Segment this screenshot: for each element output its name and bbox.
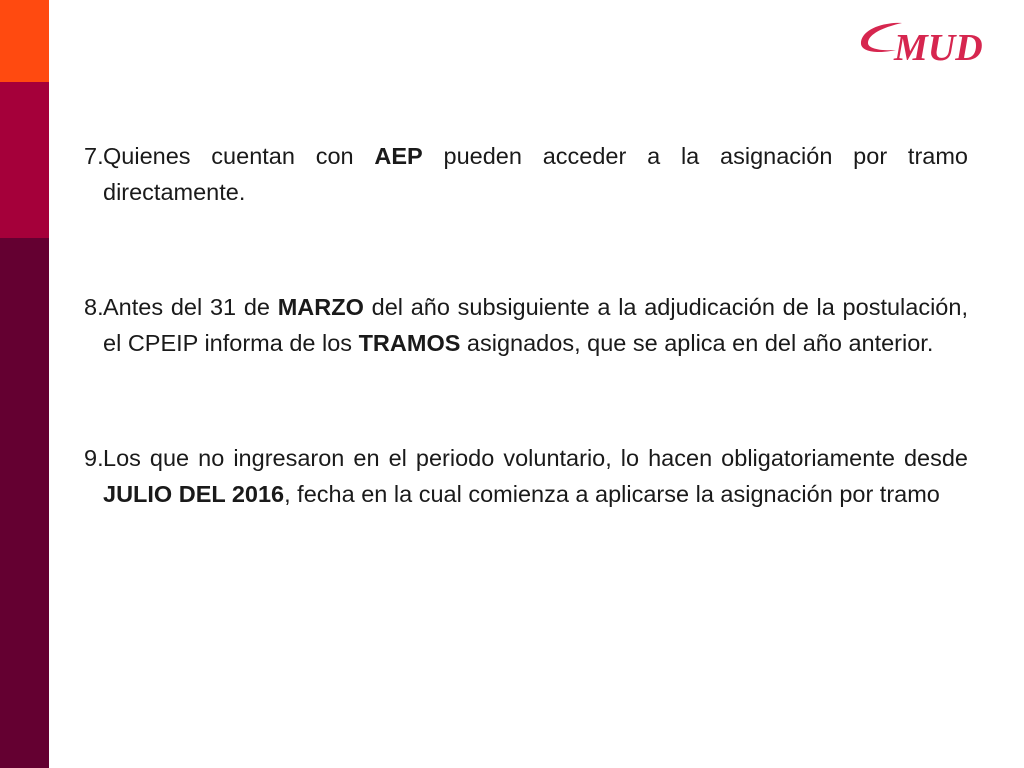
list-item-8 bbox=[84, 289, 968, 361]
item-number: 9. bbox=[84, 445, 104, 471]
side-bar-bottom-segment bbox=[0, 238, 49, 768]
item-text: , fecha en la cual comienza a aplicarse la asignación por tramo bbox=[284, 481, 940, 507]
item-text: asignados, que se aplica en del año anterior. bbox=[460, 330, 934, 356]
item-bold-text: JULIO DEL 2016 bbox=[103, 481, 285, 507]
item-text: pueden acceder a la asignación por tramo directamente. bbox=[103, 143, 968, 205]
list-item-7 bbox=[84, 138, 968, 210]
item-bold-text: AEP bbox=[374, 143, 423, 169]
side-bar-top-segment bbox=[0, 0, 49, 82]
item-bold-text: MARZO bbox=[277, 294, 364, 320]
item-number: 8. bbox=[84, 294, 104, 320]
list-item-9 bbox=[84, 440, 968, 512]
item-text: del año subsiguiente a la adjudicación de la postulación, el CPEIP informa de los bbox=[103, 294, 968, 356]
item-text: Antes del 31 de bbox=[103, 294, 278, 320]
item-text: Los que no ingresaron en el periodo voluntario, lo hacen obligatoriamente desde bbox=[103, 445, 968, 471]
item-number: 7. bbox=[84, 143, 104, 169]
item-bold-text: TRAMOS bbox=[358, 330, 461, 356]
logo-text: MUD bbox=[894, 27, 983, 69]
content-body bbox=[84, 138, 968, 512]
item-text: Quienes cuentan con bbox=[103, 143, 375, 169]
side-bar-middle-segment bbox=[0, 82, 49, 238]
mud-logo bbox=[856, 16, 1006, 72]
